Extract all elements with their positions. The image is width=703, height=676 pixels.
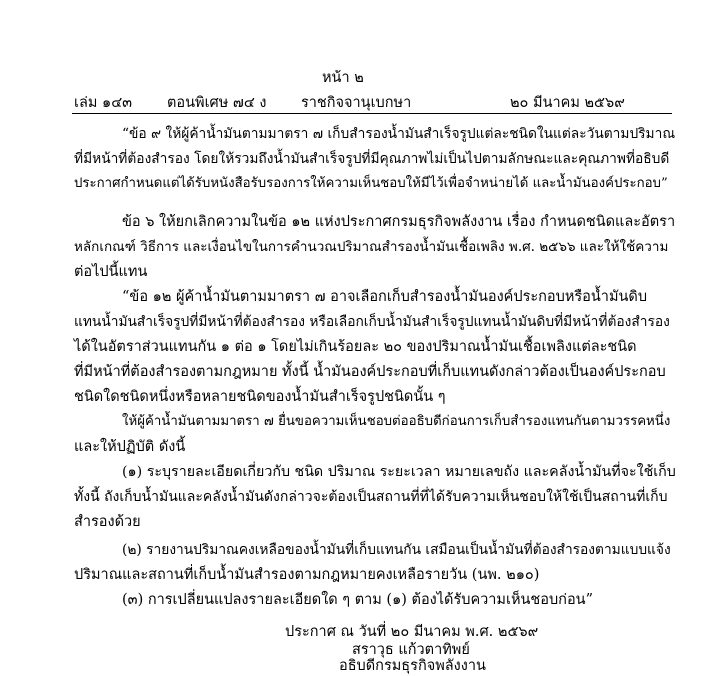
body-line: (๒) รายงานปริมาณคงเหลือของน้ำมันที่เก็บแทนกัน เสมือนเป็นน้ำมันที่ต้องสำรองตามแบบแจ้ง <box>122 542 671 558</box>
issue-label: ตอนพิเศษ ๗๔ ง <box>167 95 267 111</box>
body-line: หลักเกณฑ์ วิธีการ และเงื่อนไขในการคำนวณปริมาณสำรองน้ำมันเชื้อเพลิง พ.ศ. ๒๕๖๖ และให้ใช้ความ <box>74 239 669 255</box>
page-number: หน้า ๒ <box>322 70 364 86</box>
header-rule <box>72 113 672 114</box>
announcement-date: ประกาศ ณ วันที่ ๒๐ มีนาคม พ.ศ. ๒๕๖๙ <box>285 624 539 640</box>
body-line: (๑) ระบุรายละเอียดเกี่ยวกับ ชนิด ปริมาณ ระยะเวลา หมายเลขถัง และคลังน้ำมันที่จะใช้เก็บ <box>122 464 676 480</box>
body-line: ชนิดใดชนิดหนึ่งหรือหลายชนิดของน้ำมันสำเร็จรูปชนิดนั้น ๆ <box>74 389 446 405</box>
volume-label: เล่ม ๑๔๓ <box>74 95 133 111</box>
body-line: “ข้อ ๙ ให้ผู้ค้าน้ำมันตามมาตรา ๗ เก็บสำรองน้ำมันสำเร็จรูปแต่ละชนิดในแต่ละวันตามปริมาณ <box>122 126 676 142</box>
body-line: (๓) การเปลี่ยนแปลงรายละเอียดใด ๆ ตาม (๑) ต้องได้รับความเห็นชอบก่อน” <box>122 592 593 608</box>
body-line: และให้ปฏิบัติ ดังนี้ <box>74 439 186 455</box>
body-line: ต่อไปนี้แทน <box>74 264 148 280</box>
gazette-title: ราชกิจจานุเบกษา <box>301 95 412 111</box>
body-line: แทนน้ำมันสำเร็จรูปที่มีหน้าที่ต้องสำรอง หรือเลือกเก็บน้ำมันสำเร็จรูปแทนน้ำมันดิบที่มีหน้าที่ต้องสำรอง <box>74 314 670 330</box>
body-line: ทั้งนี้ ถังเก็บน้ำมันและคลังน้ำมันดังกล่าวจะต้องเป็นสถานที่ที่ได้รับความเห็นชอบให้ใช้เป็นสถานที่เก็บ <box>74 489 668 505</box>
body-line: ให้ผู้ค้าน้ำมันตามมาตรา ๗ ยื่นขอความเห็นชอบต่ออธิบดีก่อนการเก็บสำรองแทนกันตามวรรคหนึ่ง <box>122 414 671 429</box>
body-line: ได้ในอัตราส่วนแทนกัน ๑ ต่อ ๑ โดยไม่เกินร้อยละ ๒๐ ของปริมาณน้ำมันเชื้อเพลิงแต่ละชนิด <box>74 339 637 355</box>
body-line: ข้อ ๖ ให้ยกเลิกความในข้อ ๑๒ แห่งประกาศกรมธุรกิจพลังงาน เรื่อง กำหนดชนิดและอัตรา <box>122 214 676 230</box>
body-line: ที่มีหน้าที่ต้องสำรอง โดยให้รวมถึงน้ำมันสำเร็จรูปที่มีคุณภาพไม่เป็นไปตามลักษณะและคุณภาพที่อธิบดี <box>74 151 670 167</box>
signer-title: อธิบดีกรมธุรกิจพลังงาน <box>339 658 486 674</box>
body-line: ที่มีหน้าที่ต้องสำรองตามกฎหมาย ทั้งนี้ น้ำมันองค์ประกอบที่เก็บแทนดังกล่าวต้องเป็นองค์ประกอบ <box>74 364 666 380</box>
body-line: ประกาศกำหนดแต่ได้รับหนังสือรับรองการให้ความเห็นชอบให้มีไว้เพื่อจำหน่ายได้ และน้ำมันองค์ประกอบ” <box>74 176 668 191</box>
signer-name: สราวุธ แก้วตาทิพย์ <box>352 642 470 658</box>
body-line: “ข้อ ๑๒ ผู้ค้าน้ำมันตามมาตรา ๗ อาจเลือกเก็บสำรองน้ำมันองค์ประกอบหรือน้ำมันดิบ <box>122 289 648 305</box>
gazette-date: ๒๐ มีนาคม ๒๕๖๙ <box>510 95 625 111</box>
body-line: สำรองด้วย <box>74 514 141 530</box>
body-line: ปริมาณและสถานที่เก็บน้ำมันสำรองตามกฎหมายคงเหลือรายวัน (นพ. ๒๑๐) <box>74 567 540 583</box>
